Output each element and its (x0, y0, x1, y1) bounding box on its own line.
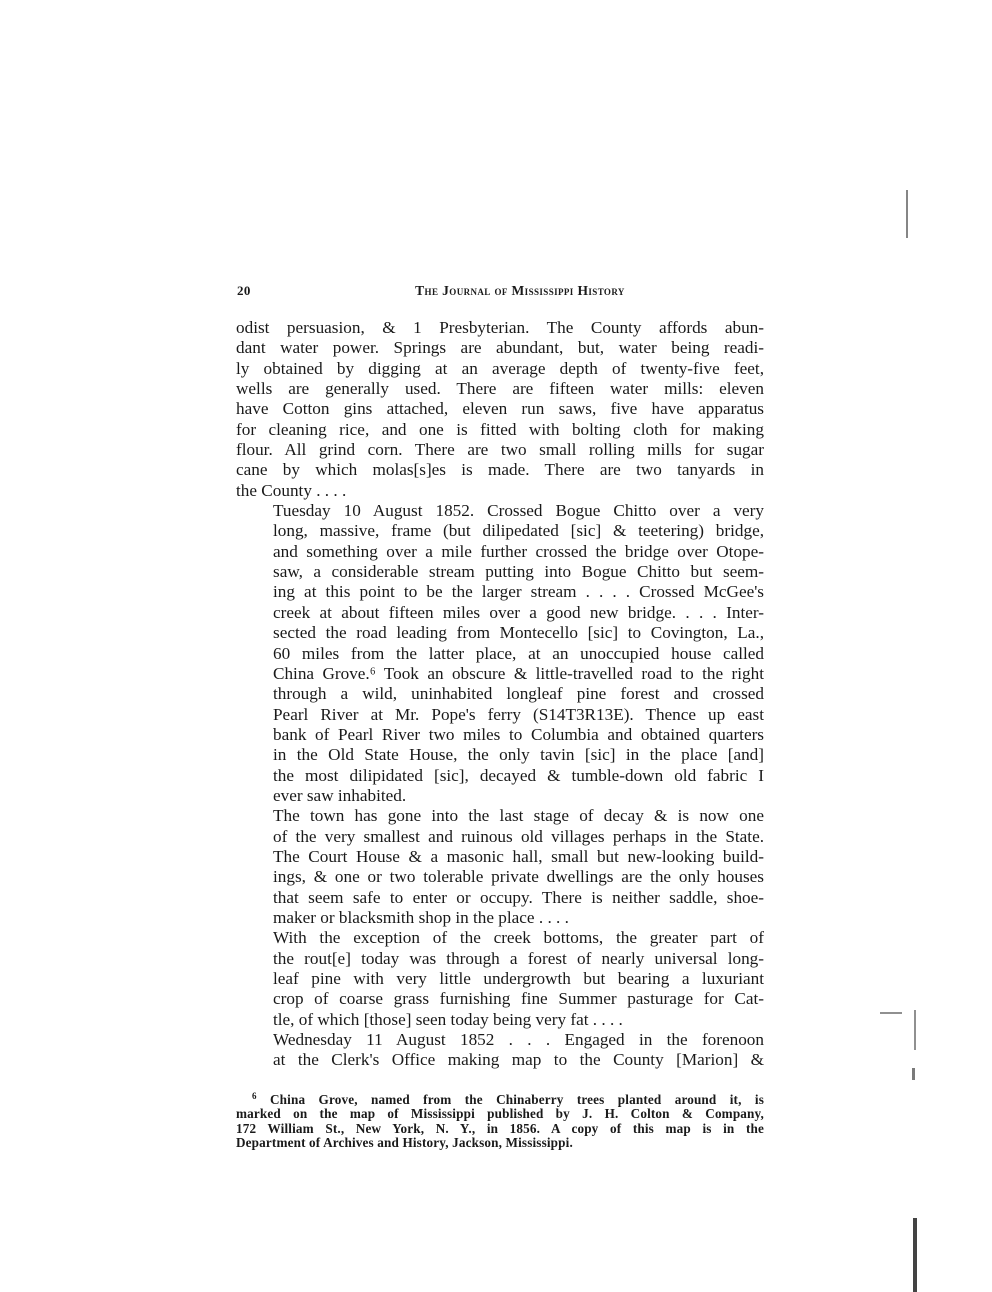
text-line: crop of coarse grass furnishing fine Summer pasturage for Cat- (273, 989, 764, 1009)
scan-edge-mark (880, 1012, 902, 1014)
text-line: Wednesday 11 August 1852 . . . Engaged in the forenoon (273, 1030, 764, 1050)
scan-edge-mark (906, 190, 908, 238)
footnote-line: 172 William St., New York, N. Y., in 1856. A copy of this map is in the (236, 1120, 764, 1136)
text-line: flour. All grind corn. There are two small rolling mills for sugar (236, 440, 764, 460)
text-line: saw, a considerable stream putting into Bogue Chitto but seem- (273, 562, 764, 582)
footnote (236, 1089, 764, 1151)
paragraph-county (236, 318, 764, 501)
scan-edge-mark (914, 1010, 916, 1050)
text-line: The Court House & a masonic hall, small but new-looking build- (273, 846, 764, 866)
footnote-marker: 6 (252, 1090, 257, 1101)
paragraph-route (236, 928, 764, 1030)
scan-edge-mark (912, 1068, 915, 1080)
page-number: 20 (237, 283, 251, 298)
text-line: 60 miles from the latter place, at an unoccupied house called (273, 643, 764, 663)
body-text (236, 318, 764, 1071)
text-line: through a wild, uninhabited longleaf pine forest and crossed (273, 684, 764, 704)
footnote-line: $^6$ China Grove, named from the Chinaberry trees planted around it, is (252, 1090, 764, 1107)
footnote-line: Department of Archives and History, Jackson, Mississippi. (236, 1134, 573, 1150)
journal-title: The Journal of Mississippi History (415, 283, 625, 298)
text-line: ly obtained by digging at an average depth of twenty-five feet, (236, 358, 764, 378)
text-line: ing at this point to be the larger stream . . . . Crossed McGee's (273, 582, 764, 602)
text-line: leaf pine with very little undergrowth but bearing a luxuriant (273, 969, 764, 988)
text-line: Pearl River at Mr. Pope's ferry (S14T3R13E). Thence up east (273, 704, 764, 724)
text-line: The town has gone into the last stage of decay & is now one (273, 806, 764, 826)
text-line: the County . . . . (236, 480, 347, 500)
text-line: in the Old State House, the only tavin [sic] in the place [and] (273, 745, 764, 765)
text-line: ever saw inhabited. (273, 785, 407, 805)
text-line: wells are generally used. There are fifteen water mills: eleven (236, 379, 764, 399)
text-line: odist persuasion, & 1 Presbyterian. The County affords abun- (236, 318, 764, 337)
text-line: for cleaning rice, and one is fitted with bolting cloth for making (236, 419, 764, 439)
text-line: China Grove.⁶ Took an obscure & little-travelled road to the right (273, 663, 764, 683)
paragraph-wednesday (236, 1030, 764, 1071)
text-line: maker or blacksmith shop in the place . . . . (273, 907, 569, 927)
text-line: ings, & one or two tolerable private dwellings are the only houses (273, 867, 764, 887)
scan-edge-mark (913, 1218, 917, 1292)
text-line: have Cotton gins attached, eleven run saws, five have apparatus (236, 399, 764, 419)
text-line: the most dilipidated [sic], decayed & tumble-down old fabric I (273, 765, 764, 785)
text-line: cane by which molas[s]es is made. There are two tanyards in (236, 460, 764, 480)
text-line: With the exception of the creek bottoms, the greater part of (273, 928, 764, 948)
text-line: and something over a mile further crossed the bridge over Otope- (273, 541, 764, 561)
text-line: Tuesday 10 August 1852. Crossed Bogue Chitto over a very (273, 501, 764, 521)
text-line: sected the road leading from Montecello [sic] to Covington, La., (273, 623, 764, 643)
text-line: bank of Pearl River two miles to Columbia and obtained quarters (273, 724, 764, 744)
book-page (236, 283, 764, 1150)
paragraph-tuesday (236, 501, 764, 806)
paragraph-town (236, 806, 764, 928)
text-line: long, massive, frame (but dilipedated [sic] & teetering) bridge, (273, 521, 764, 541)
footnote-line: marked on the map of Mississippi published by J. H. Colton & Company, (236, 1106, 764, 1122)
running-head (236, 283, 764, 303)
text-line: tle, of which [those] seen today being very fat . . . . (273, 1009, 623, 1029)
text-line: that seem safe to enter or occupy. There is neither saddle, shoe- (273, 887, 764, 907)
text-line: creek at about fifteen miles over a good new bridge. . . . Inter- (273, 602, 764, 622)
text-line: of the very smallest and ruinous old villages perhaps in the State. (273, 826, 764, 846)
text-line: at the Clerk's Office making map to the County [Marion] & (273, 1050, 764, 1070)
text-line: the rout[e] today was through a forest of nearly universal long- (273, 948, 764, 968)
text-line: dant water power. Springs are abundant, but, water being readi- (236, 338, 764, 358)
